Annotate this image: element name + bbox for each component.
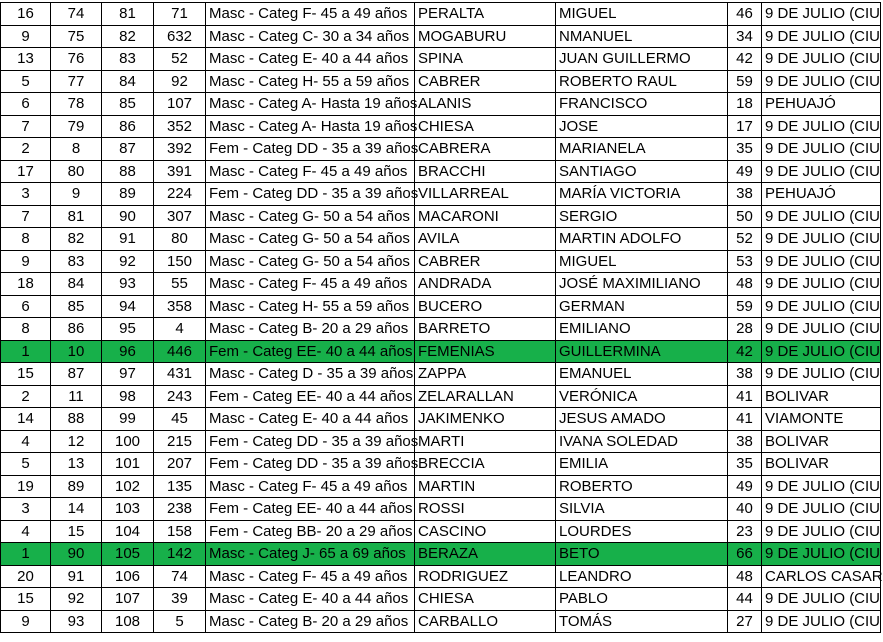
cell-city[interactable]: 9 DE JULIO (CIU [762, 340, 881, 363]
table-row [1, 520, 881, 543]
cell-overall-position[interactable]: 87 [102, 138, 154, 161]
cell-position[interactable]: 4 [1, 430, 51, 453]
cell-last-name[interactable]: CASCINO [415, 520, 556, 543]
table-row [1, 363, 881, 386]
cell-last-name[interactable]: ROSSI [415, 498, 556, 521]
cell-first-name[interactable]: MIGUEL [556, 3, 728, 26]
cell-category-position[interactable]: 92 [51, 588, 102, 611]
cell-age[interactable]: 50 [728, 205, 762, 228]
cell-last-name[interactable]: MACARONI [415, 205, 556, 228]
cell-first-name[interactable]: PABLO [556, 588, 728, 611]
cell-position[interactable]: 8 [1, 318, 51, 341]
cell-category-position[interactable]: 79 [51, 115, 102, 138]
cell-category-position[interactable]: 93 [51, 610, 102, 633]
cell-bib-number[interactable]: 632 [154, 25, 206, 48]
results-table [0, 2, 881, 633]
cell-city[interactable]: 9 DE JULIO (CIU [762, 588, 881, 611]
table-row [1, 295, 881, 318]
cell-category[interactable]: Masc - Categ A- Hasta 19 años [206, 115, 415, 138]
table-row [1, 453, 881, 476]
cell-first-name[interactable]: ROBERTO [556, 475, 728, 498]
cell-city[interactable]: 9 DE JULIO (CIU [762, 228, 881, 251]
cell-first-name[interactable]: LEANDRO [556, 565, 728, 588]
cell-bib-number[interactable]: 215 [154, 430, 206, 453]
cell-last-name[interactable]: BERAZA [415, 543, 556, 566]
cell-age[interactable]: 38 [728, 183, 762, 206]
cell-position[interactable]: 20 [1, 565, 51, 588]
cell-last-name[interactable]: AVILA [415, 228, 556, 251]
cell-first-name[interactable]: NMANUEL [556, 25, 728, 48]
cell-position[interactable]: 17 [1, 160, 51, 183]
table-row [1, 70, 881, 93]
cell-bib-number[interactable]: 391 [154, 160, 206, 183]
cell-age[interactable]: 53 [728, 250, 762, 273]
cell-category[interactable]: Masc - Categ B- 20 a 29 años [206, 318, 415, 341]
cell-age[interactable]: 44 [728, 588, 762, 611]
cell-category-position[interactable]: 75 [51, 25, 102, 48]
cell-first-name[interactable]: JUAN GUILLERMO [556, 48, 728, 71]
cell-age[interactable]: 23 [728, 520, 762, 543]
cell-first-name[interactable]: MARTIN ADOLFO [556, 228, 728, 251]
cell-category[interactable]: Masc - Categ H- 55 a 59 años [206, 295, 415, 318]
cell-city[interactable]: 9 DE JULIO (CIU [762, 250, 881, 273]
cell-category[interactable]: Fem - Categ DD - 35 a 39 años [206, 183, 415, 206]
cell-overall-position[interactable]: 101 [102, 453, 154, 476]
cell-category[interactable]: Masc - Categ F- 45 a 49 años [206, 565, 415, 588]
cell-category-position[interactable]: 74 [51, 3, 102, 26]
table-row [1, 385, 881, 408]
cell-position[interactable]: 15 [1, 588, 51, 611]
table-row [1, 340, 881, 363]
cell-category[interactable]: Masc - Categ F- 45 a 49 años [206, 475, 415, 498]
cell-last-name[interactable]: CHIESA [415, 588, 556, 611]
cell-city[interactable]: 9 DE JULIO (CIU [762, 295, 881, 318]
cell-overall-position[interactable]: 82 [102, 25, 154, 48]
cell-category-position[interactable]: 81 [51, 205, 102, 228]
cell-bib-number[interactable]: 45 [154, 408, 206, 431]
cell-age[interactable]: 40 [728, 498, 762, 521]
cell-bib-number[interactable]: 352 [154, 115, 206, 138]
cell-city[interactable]: 9 DE JULIO (CIU [762, 3, 881, 26]
cell-age[interactable]: 18 [728, 93, 762, 116]
cell-last-name[interactable]: CABRERA [415, 138, 556, 161]
cell-age[interactable]: 28 [728, 318, 762, 341]
cell-category[interactable]: Masc - Categ F- 45 a 49 años [206, 160, 415, 183]
cell-overall-position[interactable]: 83 [102, 48, 154, 71]
cell-city[interactable]: 9 DE JULIO (CIU [762, 543, 881, 566]
table-row [1, 543, 881, 566]
cell-category[interactable]: Masc - Categ A- Hasta 19 años [206, 93, 415, 116]
cell-last-name[interactable]: CARBALLO [415, 610, 556, 633]
cell-position[interactable]: 1 [1, 340, 51, 363]
cell-city[interactable]: 9 DE JULIO (CIU [762, 318, 881, 341]
table-row [1, 250, 881, 273]
cell-position[interactable]: 13 [1, 48, 51, 71]
cell-age[interactable]: 34 [728, 25, 762, 48]
cell-age[interactable]: 35 [728, 453, 762, 476]
cell-position[interactable]: 7 [1, 115, 51, 138]
cell-bib-number[interactable]: 207 [154, 453, 206, 476]
cell-bib-number[interactable]: 135 [154, 475, 206, 498]
cell-category[interactable]: Masc - Categ D - 35 a 39 años [206, 363, 415, 386]
table-row [1, 138, 881, 161]
cell-last-name[interactable]: JAKIMENKO [415, 408, 556, 431]
table-row [1, 408, 881, 431]
cell-age[interactable]: 49 [728, 160, 762, 183]
cell-overall-position[interactable]: 85 [102, 93, 154, 116]
cell-first-name[interactable]: MARÍA VICTORIA [556, 183, 728, 206]
cell-bib-number[interactable]: 52 [154, 48, 206, 71]
cell-category-position[interactable]: 13 [51, 453, 102, 476]
table-body [1, 3, 881, 633]
cell-city[interactable]: 9 DE JULIO (CIU [762, 25, 881, 48]
cell-category[interactable]: Masc - Categ E- 40 a 44 años [206, 48, 415, 71]
cell-first-name[interactable]: ROBERTO RAUL [556, 70, 728, 93]
cell-city[interactable]: PEHUAJÓ [762, 183, 881, 206]
cell-position[interactable]: 3 [1, 498, 51, 521]
table-row [1, 430, 881, 453]
cell-last-name[interactable]: ZAPPA [415, 363, 556, 386]
cell-position[interactable]: 2 [1, 385, 51, 408]
cell-bib-number[interactable]: 74 [154, 565, 206, 588]
cell-bib-number[interactable]: 142 [154, 543, 206, 566]
table-row [1, 610, 881, 633]
cell-bib-number[interactable]: 446 [154, 340, 206, 363]
cell-last-name[interactable]: MOGABURU [415, 25, 556, 48]
cell-overall-position[interactable]: 105 [102, 543, 154, 566]
cell-first-name[interactable]: SANTIAGO [556, 160, 728, 183]
cell-category[interactable]: Fem - Categ EE- 40 a 44 años [206, 498, 415, 521]
cell-last-name[interactable]: ALANIS [415, 93, 556, 116]
table-row [1, 25, 881, 48]
cell-city[interactable]: 9 DE JULIO (CIU [762, 475, 881, 498]
table-row [1, 48, 881, 71]
cell-bib-number[interactable]: 5 [154, 610, 206, 633]
table-row [1, 498, 881, 521]
cell-first-name[interactable]: EMILIA [556, 453, 728, 476]
cell-category[interactable]: Fem - Categ DD - 35 a 39 años [206, 430, 415, 453]
cell-bib-number[interactable]: 92 [154, 70, 206, 93]
cell-last-name[interactable]: VILLARREAL [415, 183, 556, 206]
table-row [1, 565, 881, 588]
cell-category-position[interactable]: 14 [51, 498, 102, 521]
cell-category-position[interactable]: 8 [51, 138, 102, 161]
cell-overall-position[interactable]: 94 [102, 295, 154, 318]
cell-overall-position[interactable]: 93 [102, 273, 154, 296]
table-row [1, 228, 881, 251]
cell-overall-position[interactable]: 104 [102, 520, 154, 543]
cell-position[interactable]: 6 [1, 93, 51, 116]
cell-age[interactable]: 59 [728, 295, 762, 318]
cell-bib-number[interactable]: 238 [154, 498, 206, 521]
cell-city[interactable]: 9 DE JULIO (CIU [762, 70, 881, 93]
cell-position[interactable]: 9 [1, 610, 51, 633]
cell-age[interactable]: 42 [728, 340, 762, 363]
cell-age[interactable]: 49 [728, 475, 762, 498]
cell-last-name[interactable]: PERALTA [415, 3, 556, 26]
table-row [1, 160, 881, 183]
cell-last-name[interactable]: BRECCIA [415, 453, 556, 476]
cell-category[interactable]: Fem - Categ BB- 20 a 29 años [206, 520, 415, 543]
table-row [1, 205, 881, 228]
cell-category[interactable]: Masc - Categ G- 50 a 54 años [206, 228, 415, 251]
cell-overall-position[interactable]: 100 [102, 430, 154, 453]
cell-first-name[interactable]: FRANCISCO [556, 93, 728, 116]
cell-category[interactable]: Fem - Categ EE- 40 a 44 años [206, 340, 415, 363]
cell-bib-number[interactable]: 243 [154, 385, 206, 408]
cell-age[interactable]: 46 [728, 3, 762, 26]
cell-age[interactable]: 38 [728, 430, 762, 453]
cell-category[interactable]: Masc - Categ G- 50 a 54 años [206, 250, 415, 273]
cell-category[interactable]: Masc - Categ G- 50 a 54 años [206, 205, 415, 228]
cell-category[interactable]: Masc - Categ C- 30 a 34 años [206, 25, 415, 48]
cell-age[interactable]: 41 [728, 385, 762, 408]
cell-overall-position[interactable]: 89 [102, 183, 154, 206]
cell-bib-number[interactable]: 4 [154, 318, 206, 341]
cell-bib-number[interactable]: 224 [154, 183, 206, 206]
cell-position[interactable]: 16 [1, 3, 51, 26]
cell-first-name[interactable]: BETO [556, 543, 728, 566]
cell-age[interactable]: 41 [728, 408, 762, 431]
table-row [1, 3, 881, 26]
cell-last-name[interactable]: CABRER [415, 250, 556, 273]
cell-first-name[interactable]: SILVIA [556, 498, 728, 521]
cell-overall-position[interactable]: 84 [102, 70, 154, 93]
cell-category-position[interactable]: 10 [51, 340, 102, 363]
cell-category[interactable]: Masc - Categ J- 65 a 69 años [206, 543, 415, 566]
cell-overall-position[interactable]: 95 [102, 318, 154, 341]
cell-category-position[interactable]: 84 [51, 273, 102, 296]
cell-bib-number[interactable]: 358 [154, 295, 206, 318]
table-row [1, 475, 881, 498]
cell-first-name[interactable]: JESUS AMADO [556, 408, 728, 431]
cell-position[interactable]: 7 [1, 205, 51, 228]
cell-age[interactable]: 42 [728, 48, 762, 71]
table-row [1, 115, 881, 138]
cell-city[interactable]: 9 DE JULIO (CIU [762, 273, 881, 296]
cell-category[interactable]: Masc - Categ E- 40 a 44 años [206, 588, 415, 611]
cell-overall-position[interactable]: 88 [102, 160, 154, 183]
cell-city[interactable]: 9 DE JULIO (CIU [762, 48, 881, 71]
cell-category-position[interactable]: 11 [51, 385, 102, 408]
cell-category-position[interactable]: 82 [51, 228, 102, 251]
table-row [1, 183, 881, 206]
cell-last-name[interactable]: RODRIGUEZ [415, 565, 556, 588]
cell-first-name[interactable]: EMANUEL [556, 363, 728, 386]
cell-category[interactable]: Masc - Categ E- 40 a 44 años [206, 408, 415, 431]
cell-category-position[interactable]: 89 [51, 475, 102, 498]
cell-category-position[interactable]: 91 [51, 565, 102, 588]
cell-first-name[interactable]: IVANA SOLEDAD [556, 430, 728, 453]
cell-overall-position[interactable]: 91 [102, 228, 154, 251]
cell-overall-position[interactable]: 106 [102, 565, 154, 588]
cell-city[interactable]: 9 DE JULIO (CIU [762, 205, 881, 228]
cell-position[interactable]: 3 [1, 183, 51, 206]
cell-city[interactable]: CARLOS CASAR [762, 565, 881, 588]
cell-category-position[interactable]: 76 [51, 48, 102, 71]
cell-category[interactable]: Masc - Categ H- 55 a 59 años [206, 70, 415, 93]
cell-city[interactable]: BOLIVAR [762, 453, 881, 476]
cell-first-name[interactable]: LOURDES [556, 520, 728, 543]
cell-category[interactable]: Masc - Categ F- 45 a 49 años [206, 273, 415, 296]
cell-position[interactable]: 8 [1, 228, 51, 251]
table-row [1, 318, 881, 341]
cell-bib-number[interactable]: 71 [154, 3, 206, 26]
cell-age[interactable]: 48 [728, 273, 762, 296]
cell-last-name[interactable]: CABRER [415, 70, 556, 93]
cell-position[interactable]: 18 [1, 273, 51, 296]
cell-first-name[interactable]: MARIANELA [556, 138, 728, 161]
cell-age[interactable]: 27 [728, 610, 762, 633]
cell-overall-position[interactable]: 99 [102, 408, 154, 431]
cell-position[interactable]: 6 [1, 295, 51, 318]
cell-last-name[interactable]: MARTIN [415, 475, 556, 498]
cell-overall-position[interactable]: 102 [102, 475, 154, 498]
cell-position[interactable]: 19 [1, 475, 51, 498]
cell-first-name[interactable]: GUILLERMINA [556, 340, 728, 363]
cell-city[interactable]: 9 DE JULIO (CIU [762, 363, 881, 386]
table-row [1, 588, 881, 611]
cell-first-name[interactable]: JOSE [556, 115, 728, 138]
cell-age[interactable]: 59 [728, 70, 762, 93]
spreadsheet-view [0, 2, 883, 642]
cell-bib-number[interactable]: 431 [154, 363, 206, 386]
cell-overall-position[interactable]: 92 [102, 250, 154, 273]
cell-first-name[interactable]: SERGIO [556, 205, 728, 228]
cell-last-name[interactable]: MARTI [415, 430, 556, 453]
cell-age[interactable]: 48 [728, 565, 762, 588]
cell-last-name[interactable]: BUCERO [415, 295, 556, 318]
cell-position[interactable]: 2 [1, 138, 51, 161]
cell-last-name[interactable]: ANDRADA [415, 273, 556, 296]
cell-first-name[interactable]: MIGUEL [556, 250, 728, 273]
cell-overall-position[interactable]: 90 [102, 205, 154, 228]
cell-city[interactable]: VIAMONTE [762, 408, 881, 431]
cell-overall-position[interactable]: 81 [102, 3, 154, 26]
cell-position[interactable]: 14 [1, 408, 51, 431]
cell-overall-position[interactable]: 96 [102, 340, 154, 363]
table-row [1, 93, 881, 116]
cell-first-name[interactable]: JOSÉ MAXIMILIANO [556, 273, 728, 296]
cell-city[interactable]: BOLIVAR [762, 385, 881, 408]
cell-category[interactable]: Fem - Categ DD - 35 a 39 años [206, 138, 415, 161]
cell-first-name[interactable]: VERÓNICA [556, 385, 728, 408]
cell-last-name[interactable]: BRACCHI [415, 160, 556, 183]
cell-bib-number[interactable]: 55 [154, 273, 206, 296]
cell-overall-position[interactable]: 97 [102, 363, 154, 386]
cell-last-name[interactable]: SPINA [415, 48, 556, 71]
cell-city[interactable]: 9 DE JULIO (CIU [762, 520, 881, 543]
cell-category-position[interactable]: 78 [51, 93, 102, 116]
cell-category-position[interactable]: 15 [51, 520, 102, 543]
cell-age[interactable]: 52 [728, 228, 762, 251]
cell-last-name[interactable]: FEMENIAS [415, 340, 556, 363]
cell-category-position[interactable]: 83 [51, 250, 102, 273]
cell-bib-number[interactable]: 307 [154, 205, 206, 228]
cell-overall-position[interactable]: 98 [102, 385, 154, 408]
cell-category-position[interactable]: 86 [51, 318, 102, 341]
cell-bib-number[interactable]: 107 [154, 93, 206, 116]
cell-category-position[interactable]: 85 [51, 295, 102, 318]
cell-city[interactable]: 9 DE JULIO (CIU [762, 138, 881, 161]
cell-overall-position[interactable]: 108 [102, 610, 154, 633]
cell-first-name[interactable]: GERMAN [556, 295, 728, 318]
cell-category[interactable]: Fem - Categ EE- 40 a 44 años [206, 385, 415, 408]
cell-position[interactable]: 5 [1, 70, 51, 93]
cell-position[interactable]: 9 [1, 25, 51, 48]
cell-bib-number[interactable]: 39 [154, 588, 206, 611]
cell-city[interactable]: 9 DE JULIO (CIU [762, 498, 881, 521]
cell-category-position[interactable]: 77 [51, 70, 102, 93]
cell-bib-number[interactable]: 80 [154, 228, 206, 251]
cell-age[interactable]: 38 [728, 363, 762, 386]
cell-bib-number[interactable]: 150 [154, 250, 206, 273]
cell-position[interactable]: 9 [1, 250, 51, 273]
cell-last-name[interactable]: BARRETO [415, 318, 556, 341]
cell-category[interactable]: Fem - Categ DD - 35 a 39 años [206, 453, 415, 476]
cell-category-position[interactable]: 80 [51, 160, 102, 183]
cell-position[interactable]: 15 [1, 363, 51, 386]
cell-age[interactable]: 66 [728, 543, 762, 566]
cell-bib-number[interactable]: 392 [154, 138, 206, 161]
cell-position[interactable]: 4 [1, 520, 51, 543]
cell-last-name[interactable]: ZELARALLAN [415, 385, 556, 408]
cell-position[interactable]: 5 [1, 453, 51, 476]
cell-category-position[interactable]: 12 [51, 430, 102, 453]
cell-bib-number[interactable]: 158 [154, 520, 206, 543]
cell-first-name[interactable]: TOMÁS [556, 610, 728, 633]
cell-category[interactable]: Masc - Categ F- 45 a 49 años [206, 3, 415, 26]
cell-category-position[interactable]: 90 [51, 543, 102, 566]
cell-overall-position[interactable]: 86 [102, 115, 154, 138]
cell-category-position[interactable]: 88 [51, 408, 102, 431]
cell-city[interactable]: 9 DE JULIO (CIU [762, 115, 881, 138]
cell-age[interactable]: 35 [728, 138, 762, 161]
table-row [1, 273, 881, 296]
cell-category-position[interactable]: 9 [51, 183, 102, 206]
cell-category[interactable]: Masc - Categ B- 20 a 29 años [206, 610, 415, 633]
cell-city[interactable]: 9 DE JULIO (CIU [762, 610, 881, 633]
cell-overall-position[interactable]: 107 [102, 588, 154, 611]
cell-first-name[interactable]: EMILIANO [556, 318, 728, 341]
cell-city[interactable]: PEHUAJÓ [762, 93, 881, 116]
cell-position[interactable]: 1 [1, 543, 51, 566]
cell-age[interactable]: 17 [728, 115, 762, 138]
cell-city[interactable]: 9 DE JULIO (CIU [762, 160, 881, 183]
cell-overall-position[interactable]: 103 [102, 498, 154, 521]
cell-city[interactable]: BOLIVAR [762, 430, 881, 453]
cell-last-name[interactable]: CHIESA [415, 115, 556, 138]
cell-category-position[interactable]: 87 [51, 363, 102, 386]
